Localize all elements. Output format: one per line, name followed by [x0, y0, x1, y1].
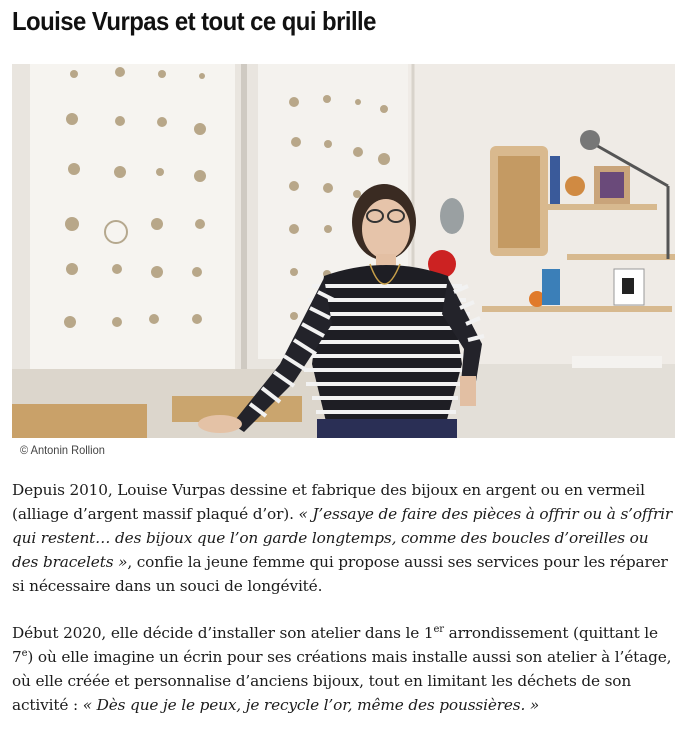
intro-quote: « J’essaye de faire des pièces à offrir ou à s’offrir qui restent… des bijoux que l’on garde longtemps, comme des boucles d’oreilles ou des bracelets » [12, 505, 673, 571]
article-title: Louise Vurpas et tout ce qui brille [12, 6, 376, 36]
superscript-er: er [433, 624, 444, 635]
article-photo [12, 64, 675, 438]
photo-credit: © Antonin Rollion [20, 443, 105, 457]
paragraph-intro-text-end: , confie la jeune femme qui propose aussi ses services pour les réparer si nécessaire dans un souci de longévité. [12, 553, 668, 595]
paragraph-workshop [12, 621, 676, 717]
paragraph-intro [12, 478, 676, 598]
workshop-quote: « Dès que je le peux, je recycle l’or, même des poussières. » [82, 696, 540, 714]
paragraph-workshop-text: Début 2020, elle décide d’installer son atelier dans le 1 [12, 624, 434, 642]
paragraph-workshop-text-2: arrondissement (quittant le 7 [12, 624, 658, 666]
paragraph-intro-text: Depuis 2010, Louise Vurpas dessine et fabrique des bijoux en argent ou en vermeil (alliage d’argent massif plaqué d’or). [12, 481, 645, 523]
superscript-e: e [21, 648, 28, 659]
paragraph-workshop-text-3: ) où elle imagine un écrin pour ses créations mais installe aussi son atelier à l’étage, où elle créée et personnalise d’anciens bijoux, tout en limitant les déchets de son activité : [12, 648, 672, 714]
